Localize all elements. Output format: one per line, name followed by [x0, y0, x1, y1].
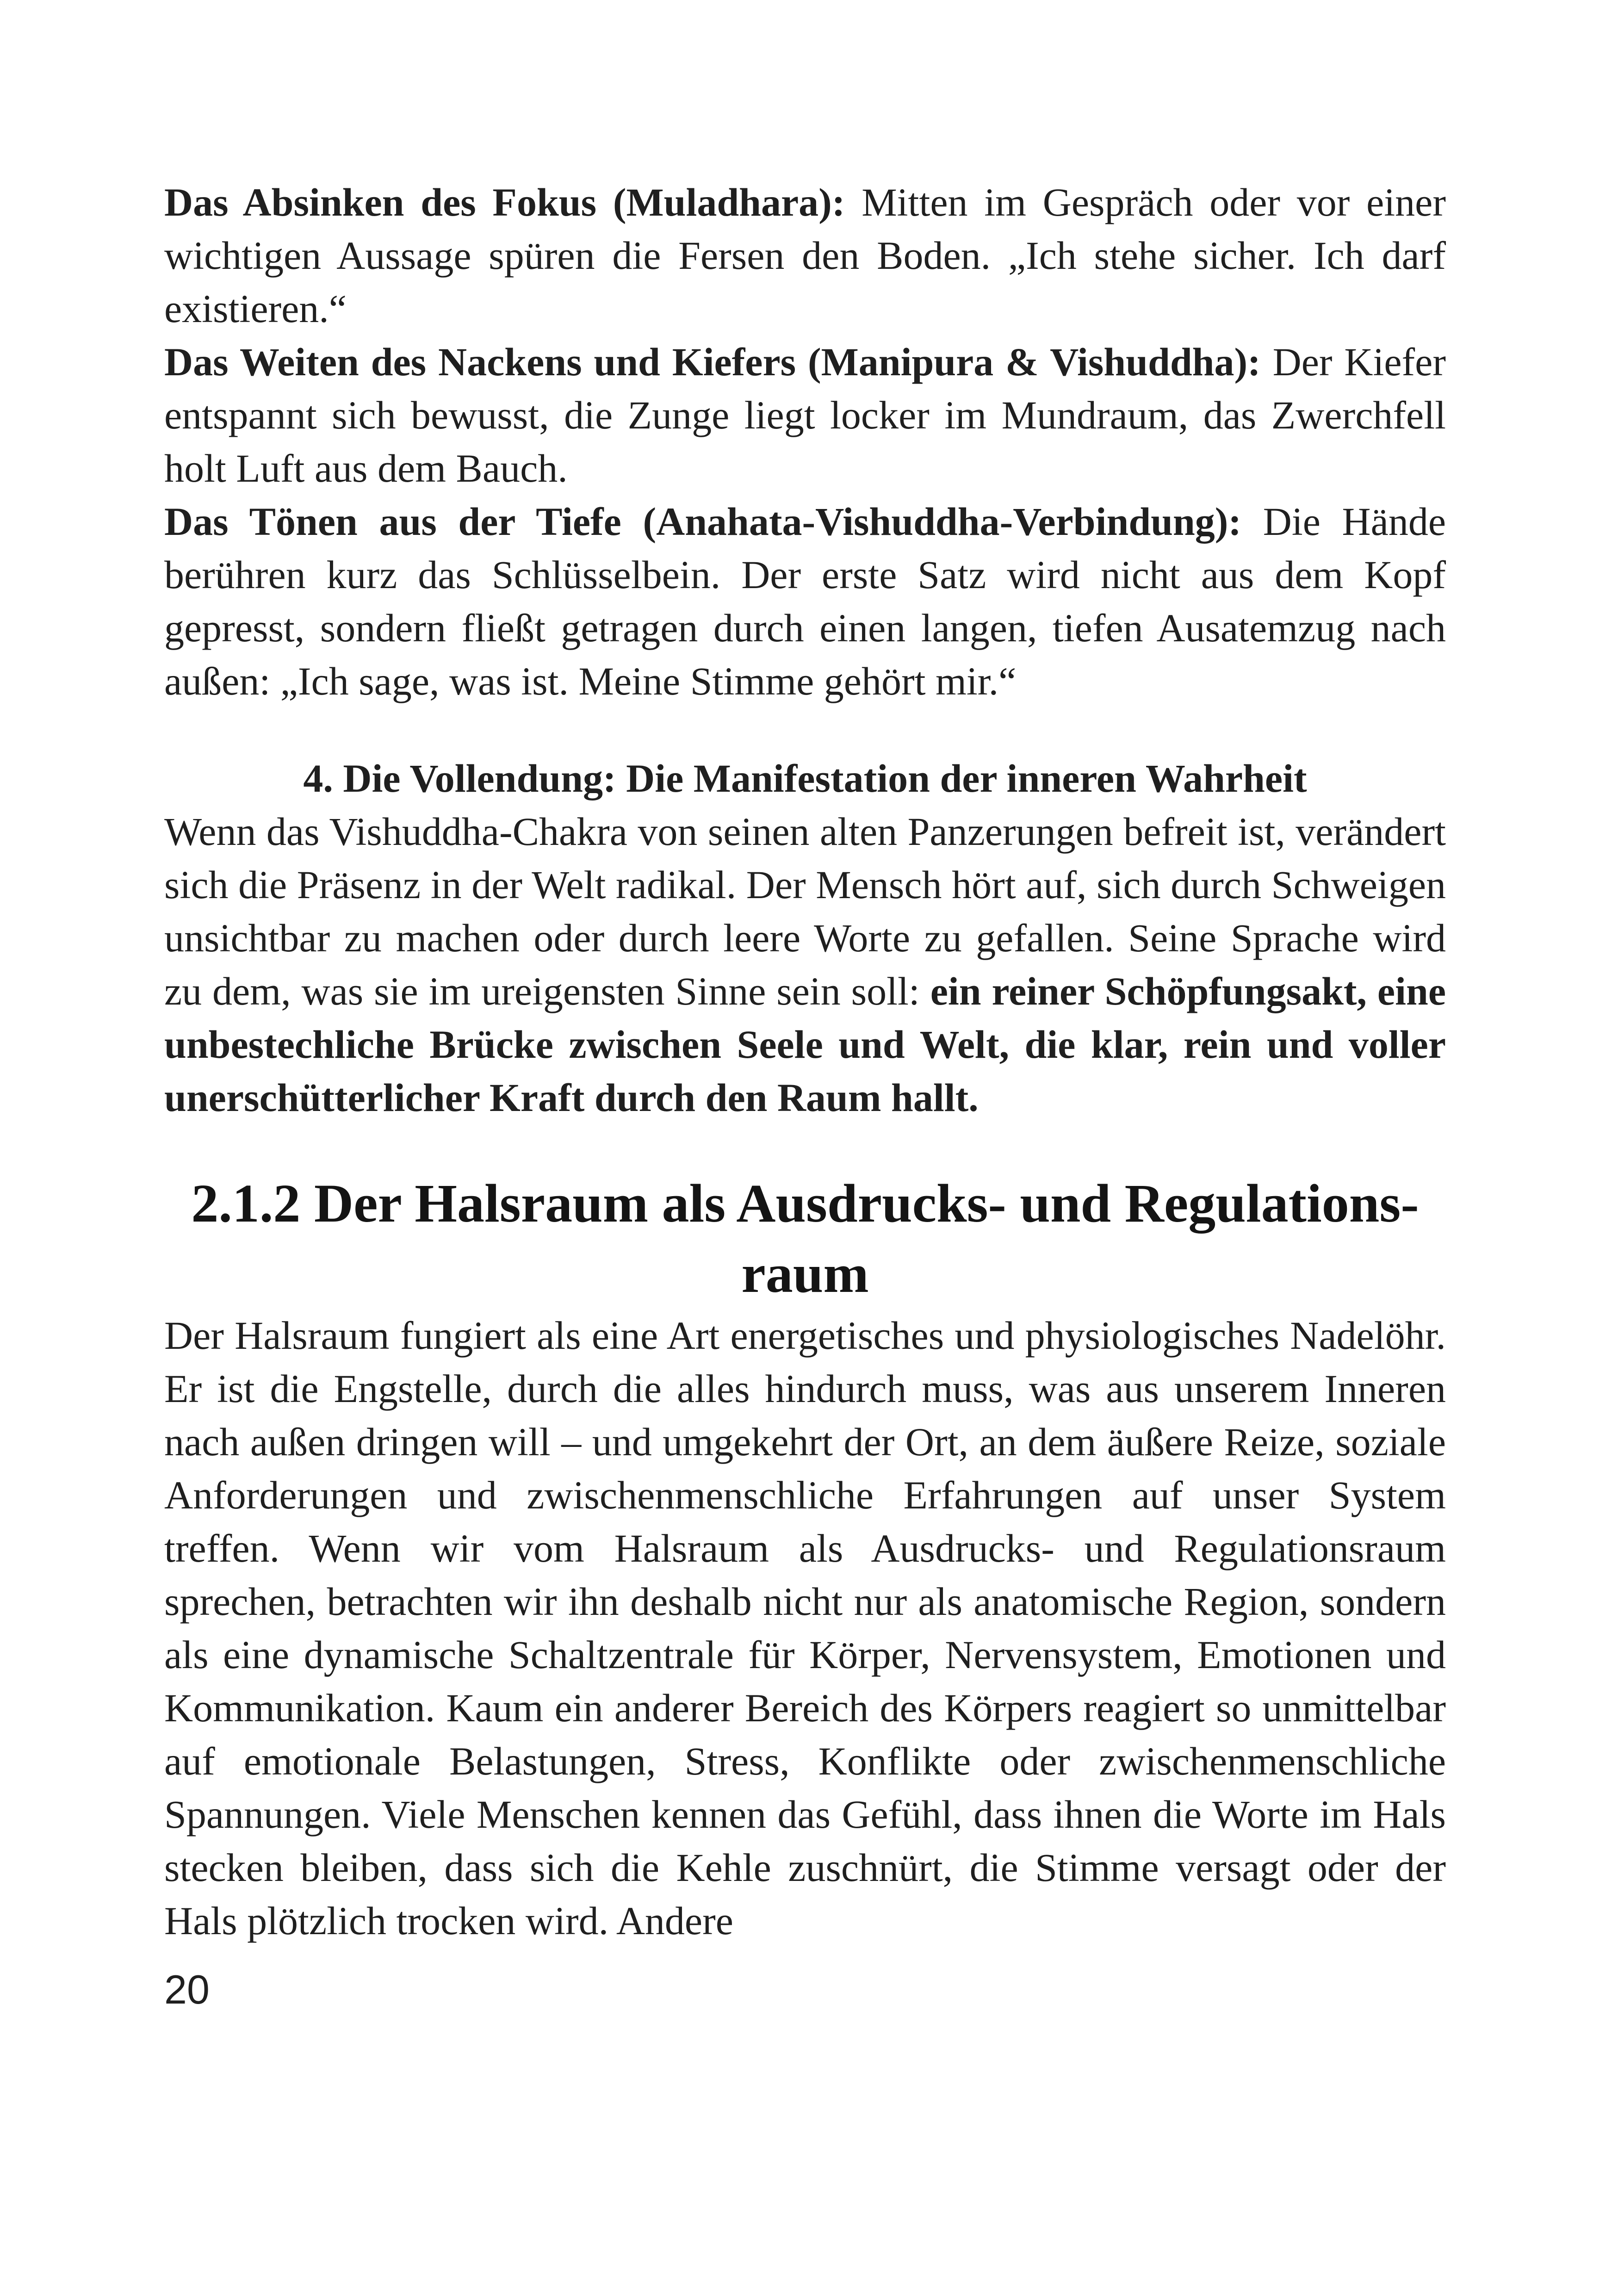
practice-step-manipura-vishuddha [164, 335, 1446, 495]
section-title: 2.1.2 Der Halsraum als Ausdrucks- und Regulationsraum [191, 1173, 1419, 1304]
practice-step-text: Mitten im Gespräch oder vor einer wichtigen Aussage spüren die Fersen den Boden. „Ich stehe sicher. Ich darf existieren.“ [164, 180, 1446, 331]
practice-step-title: Das Weiten des Nackens und Kiefers (Manipura & Vishuddha): [164, 340, 1261, 384]
practice-step-text: Die Hände berühren kurz das Schlüsselbein. Der erste Satz wird nicht aus dem Kopf gepresst, sondern fließt getragen durch einen langen, tiefen Ausatemzug nach außen: „Ich sage, was ist. Meine Stimme gehört mir.“ [164, 499, 1446, 703]
completion-emphasis: ein reiner Schöpfungsakt, eine unbestechliche Brücke zwischen Seele und Welt, die klar, rein und voller unerschütterlicher Kraft durch den Raum hallt. [164, 969, 1446, 1120]
section-paragraph: Der Halsraum fungiert als eine Art energetisches und physiologisches Nadelöhr. Er ist die Engstelle, durch die alles hindurch muss, was aus unserem Inneren nach außen dringen will – und umgekehrt der Ort, an dem äußere Reize, soziale Anforderungen und zwischenmenschliche Erfahrungen auf unser System treffen. Wenn wir vom Halsraum als Ausdrucks- und Regulationsraum sprechen, betrachten wir ihn deshalb nicht nur als anatomische Region, sondern als eine dynamische Schaltzentrale für Körper, Nervensystem, Emotionen und Kommunikation. Kaum ein anderer Bereich des Körpers reagiert so unmittelbar auf emotionale Belastungen, Stress, Konflikte oder zwischenmenschliche Spannungen. Viele Menschen kennen das Gefühl, dass ihnen die Worte im Hals stecken bleiben, dass sich die Kehle zuschnürt, die Stimme versagt oder der Hals plötzlich trocken wird. Andere [164, 1313, 1446, 1943]
completion-heading: 4. Die Vollendung: Die Manifestation der inneren Wahrheit [303, 756, 1307, 800]
practice-step-text: Der Kiefer entspannt sich bewusst, die Zunge liegt locker im Mundraum, das Zwerchfell holt Luft aus dem Bauch. [164, 340, 1446, 490]
page-body [164, 176, 1446, 1948]
practice-step-title: Das Absinken des Fokus (Muladhara): [164, 180, 845, 224]
practice-step-muladhara [164, 176, 1446, 335]
page-number: 20 [164, 1967, 210, 2012]
completion-paragraph [164, 805, 1446, 1124]
practice-step-title: Das Tönen aus der Tiefe (Anahata-Vishuddha-Verbindung): [164, 499, 1242, 544]
completion-text: Wenn das Vishuddha-Chakra von seinen alten Panzerungen befreit ist, verändert sich die Präsenz in der Welt radikal. Der Mensch hört auf, sich durch Schweigen unsichtbar zu machen oder durch leere Worte zu gefallen. Seine Sprache wird zu dem, was sie im ureigensten Sinne sein soll: [164, 809, 1446, 1013]
practice-step-anahata-vishuddha [164, 495, 1446, 708]
